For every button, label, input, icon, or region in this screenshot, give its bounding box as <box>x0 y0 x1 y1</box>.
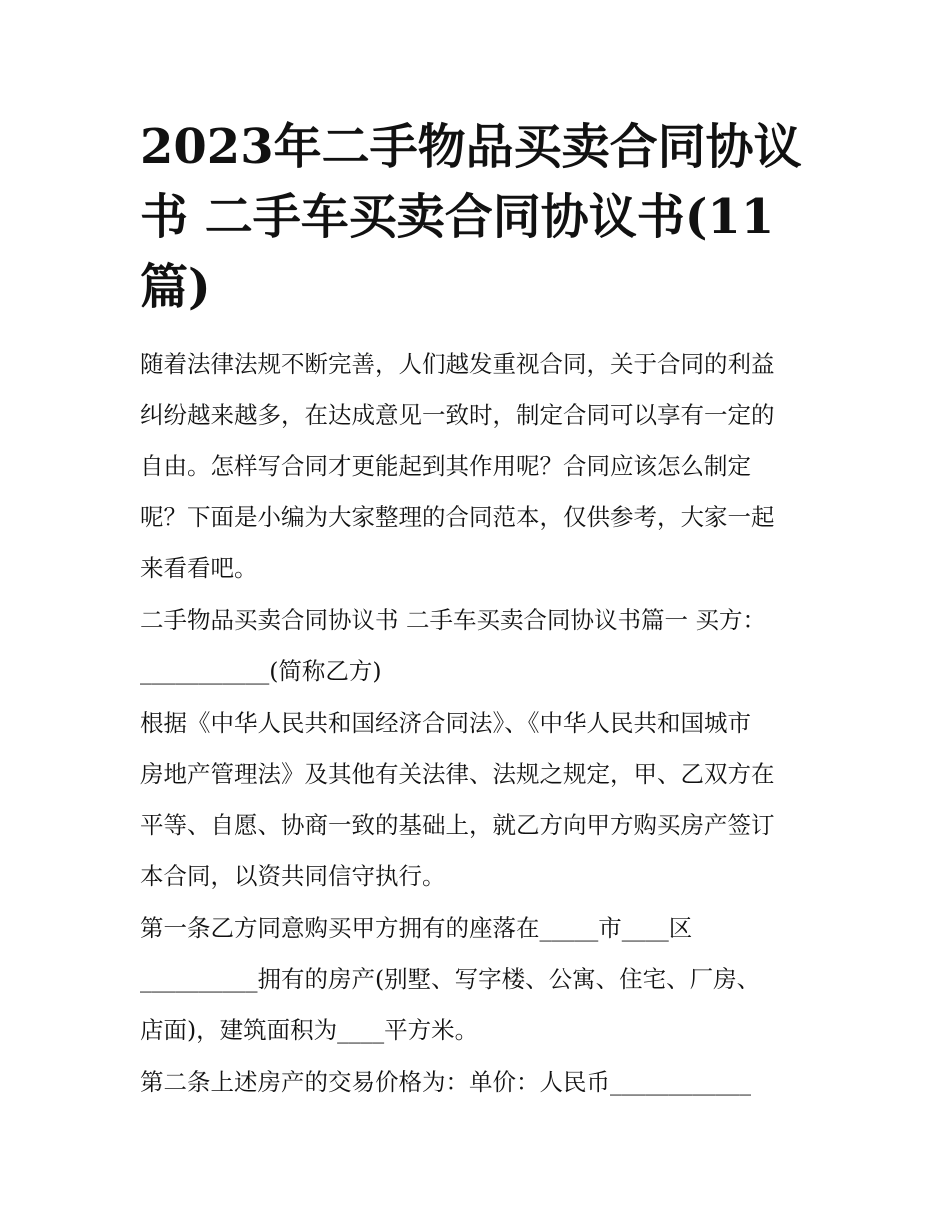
text-line: 二手物品买卖合同协议书 二手车买卖合同协议书篇一 买方： <box>140 606 766 634</box>
text-line: 根据《中华人民共和国经济合同法》、《中华人民共和国城市 <box>140 709 751 737</box>
text-line: 房地产管理法》及其他有关法律、法规之规定，甲、乙双方在 <box>140 760 775 788</box>
text-line: 第一条乙方同意购买甲方拥有的座落在_____市____区 <box>140 914 693 942</box>
title-line: 2023年二手物品买卖合同协议 <box>140 119 802 175</box>
legal-basis-paragraph <box>140 706 815 894</box>
intro-paragraph <box>140 347 815 586</box>
section-heading-paragraph <box>140 603 815 689</box>
text-line: 来看看吧。 <box>140 554 258 582</box>
text-line: 店面)，建筑面积为____平方米。 <box>140 1016 479 1044</box>
document-title <box>140 112 815 322</box>
text-line: 自由。怎样写合同才更能起到其作用呢？合同应该怎么制定 <box>140 452 751 480</box>
text-line: 第二条上述房产的交易价格为：单价：人民币____________ <box>140 1068 751 1096</box>
text-line: 呢？下面是小编为大家整理的合同范本，仅供参考，大家一起 <box>140 503 775 531</box>
text-line: 随着法律法规不断完善，人们越发重视合同，关于合同的利益 <box>140 350 775 378</box>
text-line: __________拥有的房产(别墅、写字楼、公寓、住宅、厂房、 <box>140 965 761 993</box>
article-one-paragraph <box>140 911 815 1048</box>
text-line: 纠纷越来越多，在达成意见一致时，制定合同可以享有一定的 <box>140 401 775 429</box>
text-line: 本合同，以资共同信守执行。 <box>140 862 446 890</box>
title-line: 篇) <box>140 259 211 315</box>
text-line: 平等、自愿、协商一致的基础上，就乙方向甲方购买房产签订 <box>140 811 775 839</box>
title-line: 书 二手车买卖合同协议书(11 <box>140 189 775 245</box>
document-page <box>140 112 815 1117</box>
document-body <box>140 347 815 1100</box>
text-line: ___________(简称乙方) <box>140 657 382 685</box>
article-two-paragraph <box>140 1065 815 1100</box>
